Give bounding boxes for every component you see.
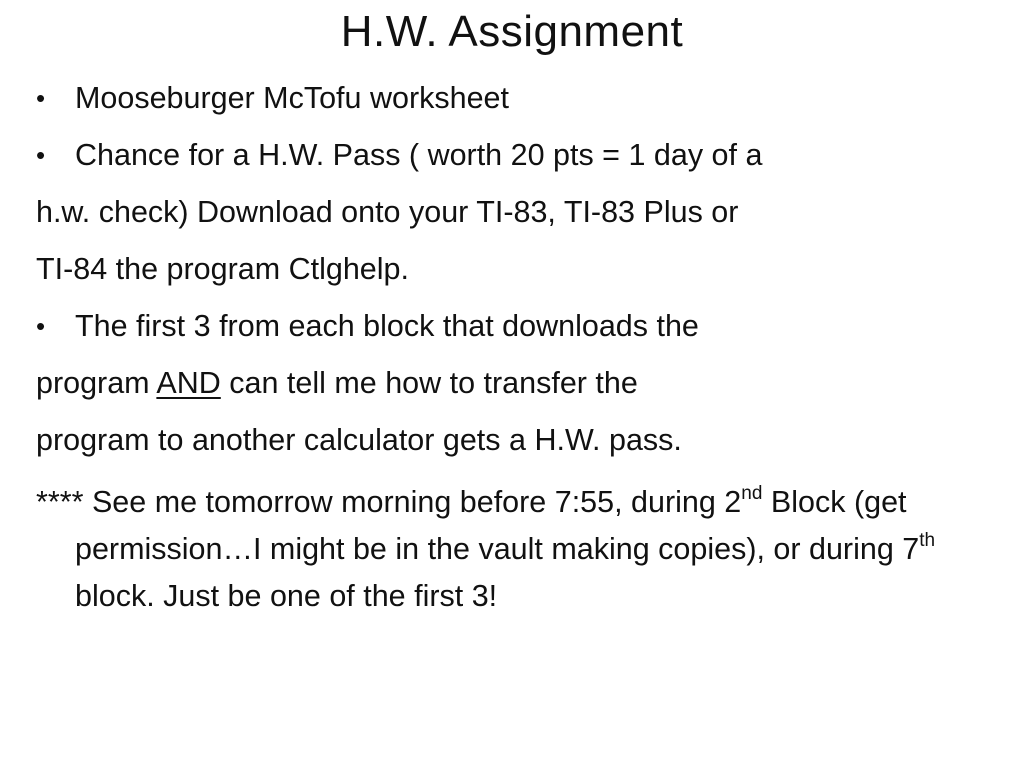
note-text: Block (get permission…I might be in the vault making copies), or during 7 bbox=[75, 485, 920, 566]
ordinal-suffix: th bbox=[919, 530, 936, 551]
paragraph-line bbox=[36, 247, 996, 304]
bullet-icon: • bbox=[36, 311, 46, 341]
bullet-item-worksheet bbox=[36, 76, 996, 133]
paragraph-text: TI-84 the program Ctlghelp. bbox=[36, 252, 409, 286]
bullet-text: The first 3 from each block that downloads the bbox=[75, 309, 699, 343]
bullet-item-first-three bbox=[36, 304, 996, 361]
ordinal-suffix: nd bbox=[741, 483, 763, 504]
slide-body bbox=[36, 76, 996, 620]
bullet-text: Chance for a H.W. Pass ( worth 20 pts = 1 day of a bbox=[75, 138, 763, 172]
note-text: **** See me tomorrow morning before 7:55, during 2 bbox=[36, 485, 742, 519]
paragraph-text: h.w. check) Download onto your TI-83, TI-83 Plus or bbox=[36, 195, 739, 229]
underlined-text: AND bbox=[156, 366, 221, 400]
paragraph-line bbox=[36, 418, 996, 475]
paragraph-text: can tell me how to transfer the bbox=[220, 366, 638, 400]
bullet-icon: • bbox=[36, 140, 46, 170]
bullet-icon: • bbox=[36, 83, 46, 113]
note-text: block. Just be one of the first 3! bbox=[75, 579, 498, 613]
slide-title: H.W. Assignment bbox=[340, 7, 684, 56]
paragraph-line bbox=[36, 190, 996, 247]
bullet-item-hw-pass bbox=[36, 133, 996, 190]
paragraph-text: program bbox=[36, 366, 157, 400]
bullet-text: Mooseburger McTofu worksheet bbox=[75, 81, 509, 115]
paragraph-line bbox=[36, 361, 996, 418]
note-paragraph bbox=[36, 479, 996, 620]
paragraph-text: program to another calculator gets a H.W. pass. bbox=[36, 423, 682, 457]
